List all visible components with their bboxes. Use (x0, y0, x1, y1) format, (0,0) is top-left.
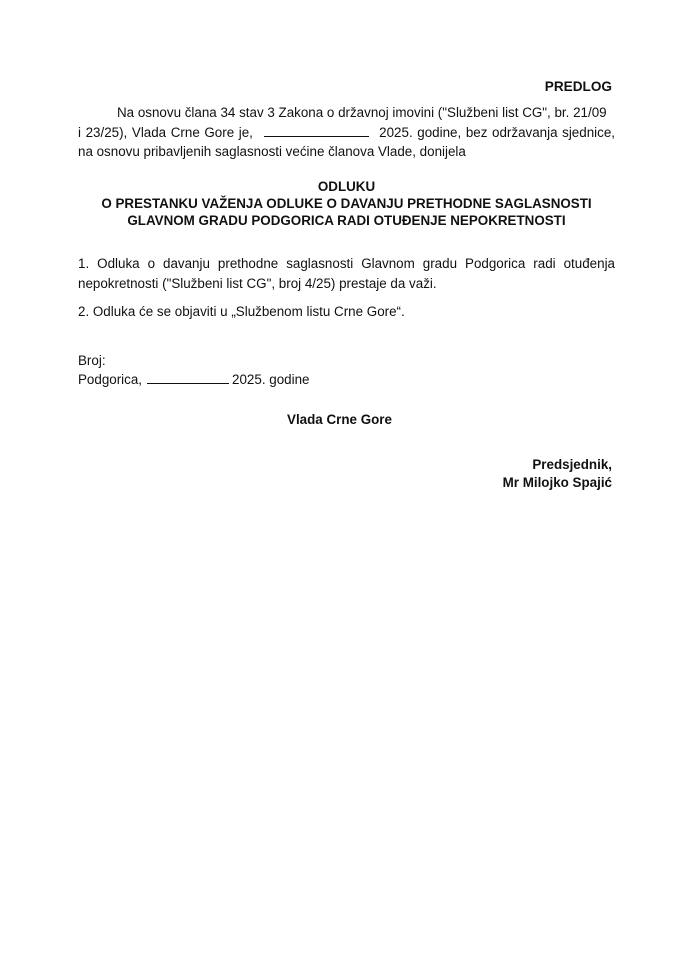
date-suffix: 2025. godine (232, 372, 310, 387)
item-1-line-2: nepokretnosti ("Službeni list CG", broj 4/25) prestaje da važi. (78, 276, 437, 291)
document-label: PREDLOG (544, 79, 612, 94)
intro-paragraph (78, 103, 615, 162)
decision-item-2 (78, 302, 615, 322)
decision-title (78, 178, 615, 229)
date-blank-line (264, 135, 369, 137)
intro-line-1: Na osnovu člana 34 stav 3 Zakona o državnoj imovini ("Službeni list CG", br. 21/09 (117, 105, 607, 120)
signature-block (503, 456, 612, 492)
title-line-3: GLAVNOM GRADU PODGORICA RADI OTUĐENJE NEPOKRETNOSTI (127, 213, 566, 228)
broj-label: Broj: (78, 353, 106, 368)
signature-name: Mr Milojko Spajić (502, 475, 612, 490)
title-line-1: ODLUKU (317, 179, 376, 194)
place-date-blank-line (147, 382, 229, 384)
decision-item-1 (78, 254, 615, 294)
government-name: Vlada Crne Gore (287, 412, 392, 427)
item-2-line-1: 2. Odluka će se objaviti u „Službenom listu Crne Gore“. (78, 304, 405, 319)
place-date-line (78, 370, 309, 389)
signature-title: Predsjednik, (532, 457, 612, 472)
title-line-2: O PRESTANKU VAŽENJA ODLUKE O DAVANJU PRETHODNE SAGLASNOSTI (101, 196, 592, 211)
reference-block (78, 351, 309, 389)
intro-line-2-start: i 23/25), Vlada Crne Gore je, (78, 124, 253, 140)
city-name: Podgorica, (78, 372, 143, 387)
intro-line-2 (78, 123, 615, 143)
intro-line-2-end: 2025. godine, bez održavanja sjednice, (379, 124, 615, 140)
item-1-line-1: 1. Odluka o davanju prethodne saglasnosti Glavnom gradu Podgorica radi otuđenja (78, 256, 615, 271)
intro-line-3: na osnovu pribavljenih saglasnosti većine članova Vlade, donijela (78, 144, 466, 159)
